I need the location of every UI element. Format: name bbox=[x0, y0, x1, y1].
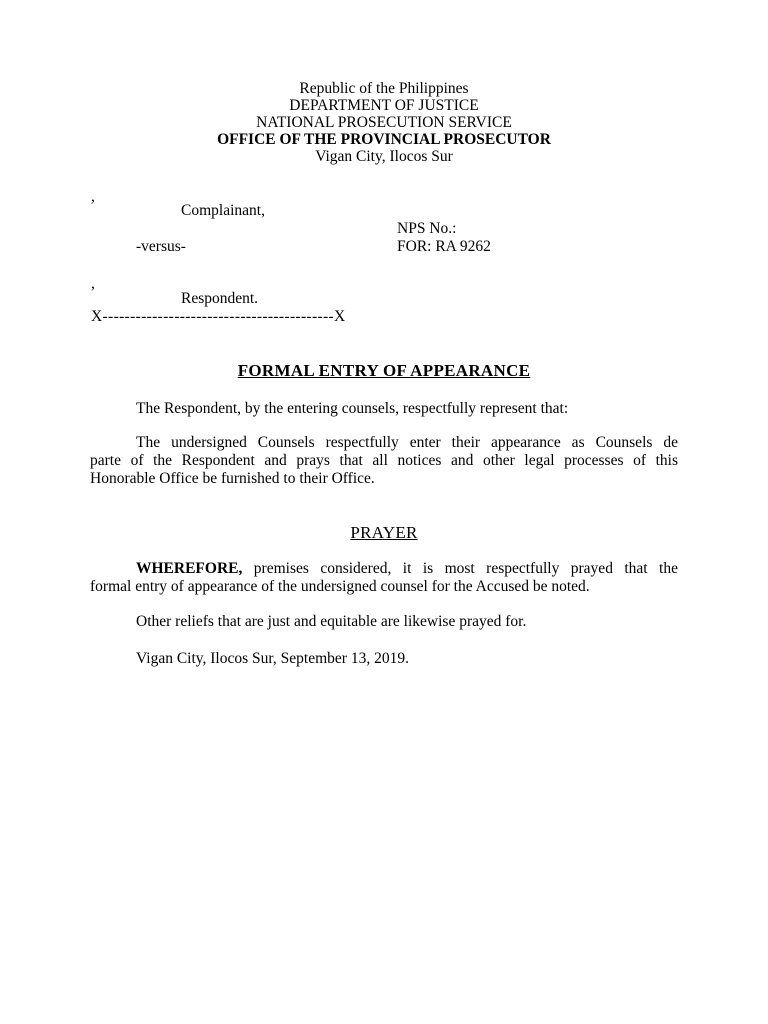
header-republic: Republic of the Philippines bbox=[299, 80, 469, 97]
header-service: NATIONAL PROSECUTION SERVICE bbox=[256, 114, 512, 131]
intro-paragraph: The Respondent, by the entering counsels, respectfully represent that: bbox=[136, 400, 569, 417]
header-department: DEPARTMENT OF JUSTICE bbox=[289, 97, 479, 114]
wherefore-bold: WHEREFORE, bbox=[136, 560, 243, 577]
appearance-line-3: Honorable Office be furnished to their Office. bbox=[90, 470, 375, 487]
caption-separator: X------------------------------------------X bbox=[91, 308, 346, 325]
appearance-paragraph bbox=[90, 434, 678, 488]
appearance-line-2: parte of the Respondent and prays that all notices and other legal processes of this bbox=[90, 452, 678, 469]
nps-number: NPS No.: bbox=[397, 220, 457, 237]
wherefore-paragraph bbox=[90, 560, 678, 596]
header-office: OFFICE OF THE PROVINCIAL PROSECUTOR bbox=[217, 131, 551, 148]
other-reliefs: Other reliefs that are just and equitable are likewise prayed for. bbox=[136, 613, 527, 630]
wherefore-line-1 bbox=[90, 560, 678, 578]
wherefore-line-2: formal entry of appearance of the undersigned counsel for the Accused be noted. bbox=[90, 578, 590, 595]
versus-label: -versus- bbox=[136, 238, 186, 255]
respondent-label: Respondent. bbox=[181, 290, 259, 307]
respondent-name-comma: , bbox=[91, 275, 95, 292]
wherefore-text: premises considered, it is most respectfully prayed that the bbox=[242, 560, 678, 577]
complainant-label: Complainant, bbox=[181, 202, 265, 219]
header-location: Vigan City, Ilocos Sur bbox=[315, 148, 453, 165]
charge-label: FOR: RA 9262 bbox=[397, 238, 491, 255]
document-title: FORMAL ENTRY OF APPEARANCE bbox=[237, 361, 531, 380]
prayer-heading: PRAYER bbox=[350, 523, 418, 542]
place-and-date: Vigan City, Ilocos Sur, September 13, 2019. bbox=[136, 650, 409, 667]
complainant-name-comma: , bbox=[91, 188, 95, 205]
appearance-line-1: The undersigned Counsels respectfully enter their appearance as Counsels de bbox=[136, 434, 678, 451]
